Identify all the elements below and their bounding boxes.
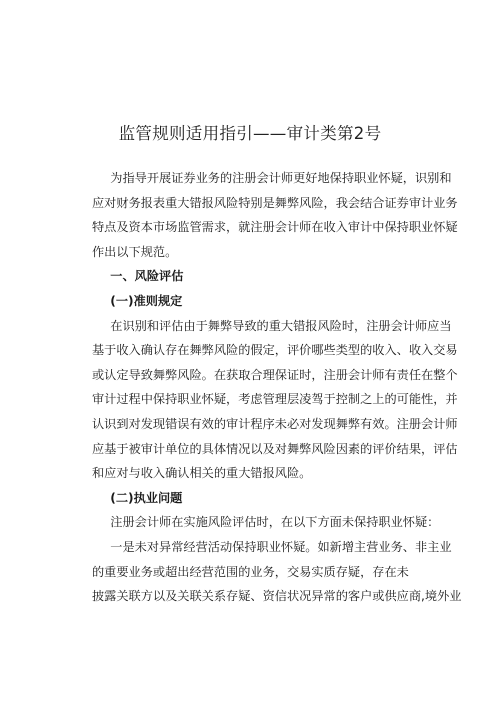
text-line: 基于收入确认存在舞弊风险的假定，评价哪些类型的收入、收入交易	[92, 343, 458, 358]
text-line: 为指导开展证券业务的注册会计师更好地保持职业怀疑，识别和	[110, 171, 452, 185]
text-line: 一是未对异常经营活动保持职业怀疑。如新增主营业务、非主业	[110, 539, 452, 554]
text-line: 应基于被审计单位的具体情况以及对舞弊风险因素的评价结果，评估	[92, 441, 458, 456]
subsection-heading-standards: (一)准则规定	[110, 293, 183, 308]
issue-one-paragraph	[92, 535, 462, 609]
document-title: 监管规则适用指引——审计类第2号	[118, 124, 382, 143]
text-line: 披露关联方以及关联关系存疑、资信状况异常的客户或供应商,境外业	[92, 589, 462, 604]
text-line: 应对财务报表重大错报风险特别是舞弊风险，我会结合证券审计业务	[92, 195, 458, 210]
subsection-heading-practice-issues: (二)执业问题	[110, 490, 183, 505]
document-body	[92, 166, 462, 609]
text-line: 作出以下规范。	[92, 244, 178, 259]
text-line: 审计过程中保持职业怀疑，考虑管理层凌驾于控制之上的可能性，并	[92, 392, 458, 407]
text-line: 认识到对发现错误有效的审计程序未必对发现舞弊有效。注册会计师	[92, 416, 458, 431]
text-line: 和应对与收入确认相关的重大错报风险。	[92, 466, 312, 481]
practice-intro-paragraph	[92, 510, 440, 535]
text-line: 在识别和评估由于舞弊导致的重大错报风险时，注册会计师应当	[110, 318, 452, 333]
section-heading-risk-assessment: 一、风险评估	[110, 269, 184, 284]
text-line: 的重要业务或超出经营范围的业务，交易实质存疑，存在未	[92, 564, 409, 579]
standards-paragraph	[92, 314, 458, 486]
text-line: 注册会计师在实施风险评估时，在以下方面未保持职业怀疑：	[110, 515, 440, 530]
text-line: 特点及资本市场监管需求，就注册会计师在收入审计中保持职业怀疑	[92, 220, 458, 235]
intro-paragraph	[92, 166, 458, 264]
text-line: 或认定导致舞弊风险。在获取合理保证时，注册会计师有责任在整个	[92, 367, 458, 382]
